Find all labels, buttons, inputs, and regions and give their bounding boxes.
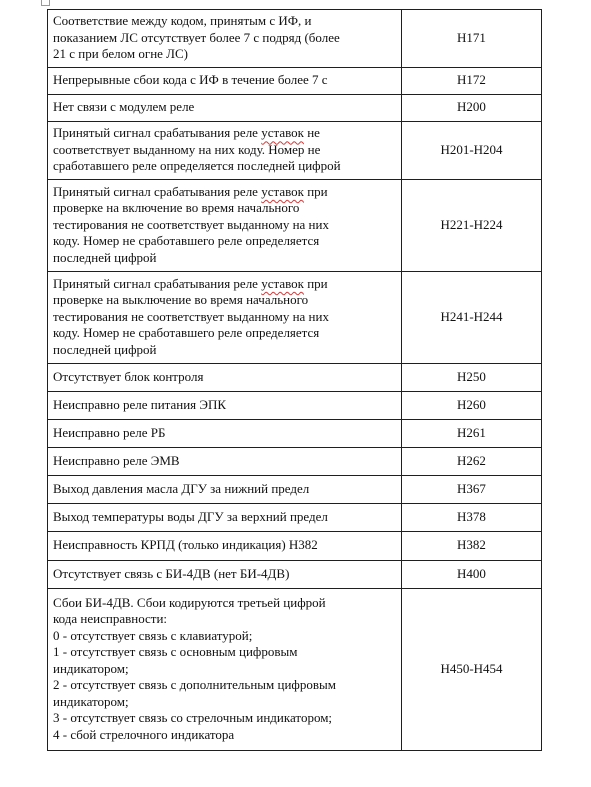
table-row [48,476,542,504]
fault-code: H378 [402,504,542,532]
fault-description: Отсутствует связь с БИ-4ДВ (нет БИ-4ДВ) [48,561,402,589]
table-move-handle[interactable] [41,0,50,6]
fault-code: H382 [402,532,542,561]
fault-code: H221-H224 [402,180,542,272]
fault-description: Непрерывные сбои кода с ИФ в течение более 7 с [48,68,402,95]
fault-description: Выход давления масла ДГУ за нижний предел [48,476,402,504]
fault-description: Соответствие между кодом, принятым с ИФ, и показанием ЛС отсутствует более 7 с подряд (более 21 с при белом огне ЛС) [48,10,402,68]
fault-description: Неисправно реле питания ЭПК [48,392,402,420]
description-text: при проверке на включение во время начального тестирования не соответствует выданному на них коду. Номер не сработавшего реле определяется последней цифрой [53,183,329,265]
description-text: при проверке на выключение во время начального тестирования не соответствует выданному на них коду. Номер не сработавшего реле определяется последней цифрой [53,275,329,357]
table-row [48,122,542,180]
fault-description: Неисправность КРПД (только индикация) H382 [48,532,402,561]
spellcheck-flagged-word[interactable]: уставок [261,183,304,199]
fault-description: Нет связи с модулем реле [48,95,402,122]
table-row [48,448,542,476]
spellcheck-flagged-word[interactable]: уставок [261,275,304,291]
fault-codes-table [47,9,542,751]
fault-code: H261 [402,420,542,448]
table-row [48,364,542,392]
fault-code: H450-H454 [402,589,542,751]
fault-code: H262 [402,448,542,476]
fault-code: H172 [402,68,542,95]
fault-code: H367 [402,476,542,504]
fault-description: Неисправно реле РБ [48,420,402,448]
table-row [48,561,542,589]
fault-description: Сбои БИ-4ДВ. Сбои кодируются третьей цифрой кода неисправности: 0 - отсутствует связь с клавиатурой; 1 - отсутствует связь с основным цифровым индикатором; 2 - отсутствует связь с дополнительным цифровым индикатором; 3 - отсутствует связь со стрелочным индикатором; 4 - сбой стрелочного индикатора [48,589,402,751]
fault-code: H400 [402,561,542,589]
fault-code: H241-H244 [402,272,542,364]
fault-code: H171 [402,10,542,68]
table-row [48,180,542,272]
description-text: не соответствует выданному на них коду. Номер не сработавшего реле определяется последней цифрой [53,125,341,174]
fault-code: H200 [402,95,542,122]
table-row [48,95,542,122]
fault-description: Неисправно реле ЭМВ [48,448,402,476]
table-row [48,504,542,532]
description-text: Принятый сигнал срабатывания реле [53,275,262,291]
table-row [48,392,542,420]
fault-code: H260 [402,392,542,420]
table-row [48,589,542,751]
fault-description [48,122,402,180]
table-row [48,10,542,68]
table-row [48,532,542,561]
description-text: Принятый сигнал срабатывания реле [53,183,262,199]
description-text: Принятый сигнал срабатывания реле [53,125,262,141]
fault-code: H250 [402,364,542,392]
fault-description [48,180,402,272]
spellcheck-flagged-word[interactable]: уставок [261,125,304,141]
table-row [48,272,542,364]
table-row [48,420,542,448]
table-row [48,68,542,95]
fault-code: H201-H204 [402,122,542,180]
fault-description: Выход температуры воды ДГУ за верхний предел [48,504,402,532]
fault-description [48,272,402,364]
fault-description: Отсутствует блок контроля [48,364,402,392]
